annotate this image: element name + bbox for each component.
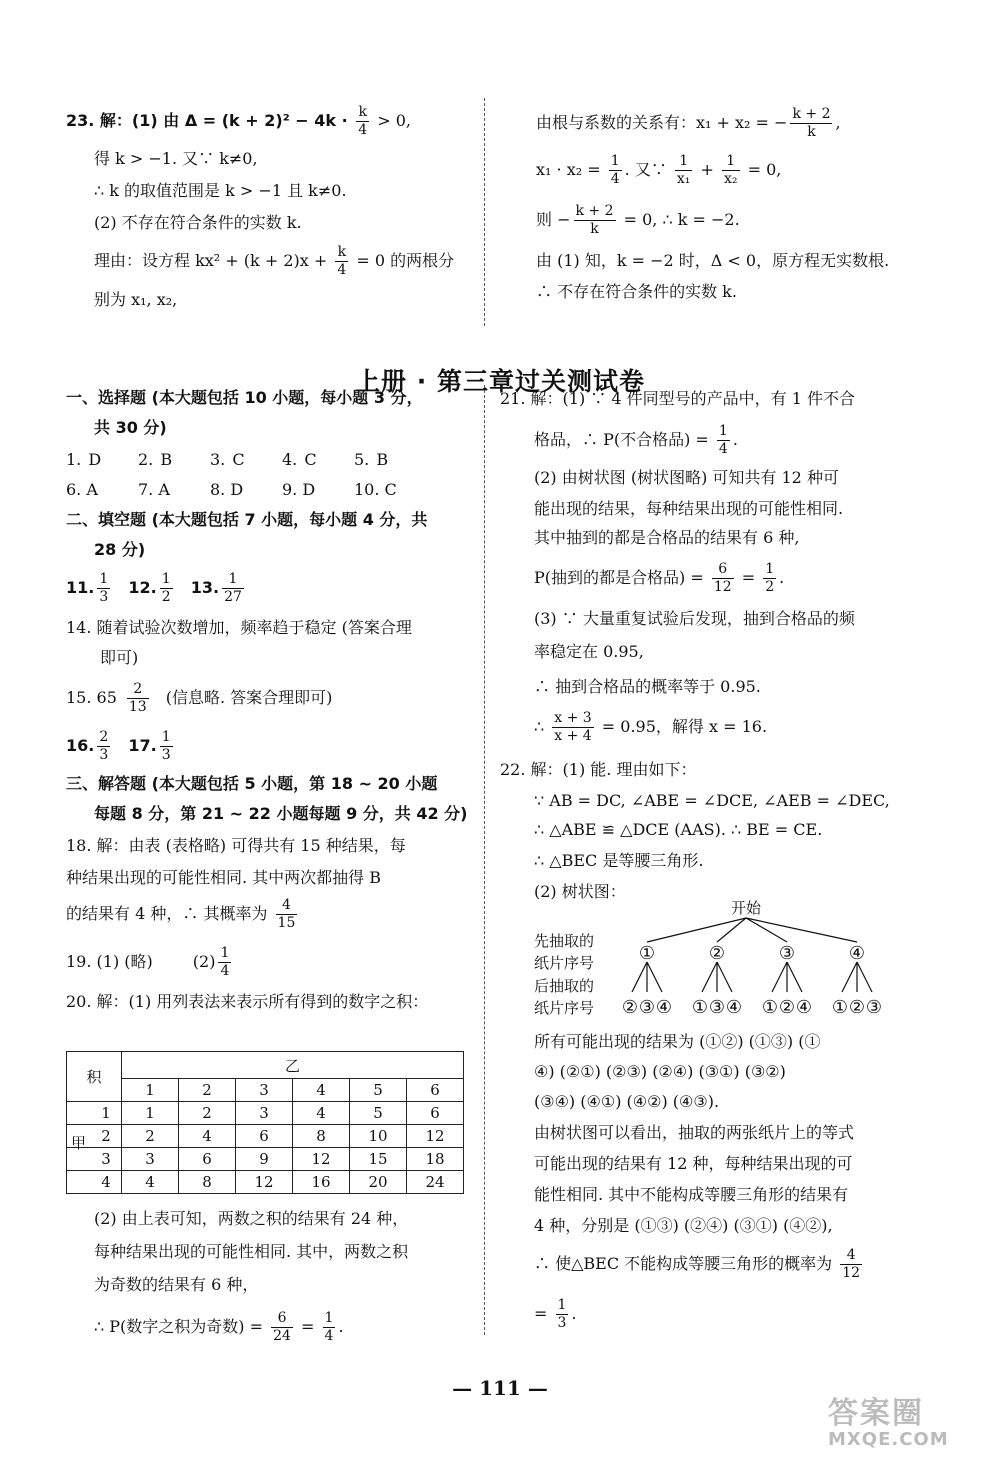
q21-line4: 能出现的结果，每种结果出现的可能性相同. [534, 499, 844, 518]
tree-label-second-b: 纸片序号 [534, 999, 595, 1017]
table-row: 4 4 8 12 16 20 24 [67, 1171, 464, 1194]
fraction: $\frac{1}{3}$ [161, 729, 171, 763]
q15: 15. 65 $\frac{2}{13}$ (信息略. 答案合理即可) [66, 681, 333, 715]
tree-leaf: ③ [708, 997, 726, 1018]
tree-leaf: ② [848, 997, 866, 1018]
table-col-head: 乙 [122, 1052, 464, 1079]
q22-line11: 能性相同. 其中不能构成等腰三角形的结果有 [534, 1185, 849, 1204]
q20-line4: 为奇数的结果有 6 种， [94, 1275, 259, 1294]
q22-line1: 22. 解：(1) 能. 理由如下： [500, 760, 697, 779]
q14-line1: 14. 随着试验次数增加，频率趋于稳定 (答案合理 [66, 618, 412, 637]
q23-line4: (2) 不存在符合条件的实数 k. [94, 213, 302, 232]
q20-line2: (2) 由上表可知，两数之积的结果有 24 种， [94, 1209, 409, 1228]
table-row: 甲 1 1 2 3 4 5 6 [67, 1102, 464, 1125]
q21-line3: (2) 由树状图 (树状图略) 可知共有 12 种可 [534, 468, 839, 487]
q22-line6: 所有可能出现的结果为 (①②) (①③) (① [534, 1032, 821, 1051]
tree-label-first-a: 先抽取的 [534, 932, 595, 950]
mc-answers-row1: 1. D 2. B 3. C 4. C 5. B [66, 450, 389, 469]
tree-diagram [534, 896, 894, 1026]
q22-line13: ∴ 使△BEC 不能构成等腰三角形的概率为 $\frac{4}{12}$ [534, 1247, 861, 1281]
q22-line2: ∵ AB = DC, ∠ABE = ∠DCE, ∠AEB = ∠DEC, [534, 791, 890, 810]
q18-line3: 的结果有 4 种，∴ 其概率为 $\frac{4}{15}$ [66, 897, 296, 931]
q21-line10: ∴ $\frac{x + 3}{x + 4}$ = 0.95，解得 x = 16. [534, 710, 768, 744]
fraction: $\frac{1}{\text{x₂}}$ [724, 153, 738, 187]
fraction: $\frac{6}{12}$ [713, 561, 732, 595]
q22-line14: = $\frac{1}{3}$ . [534, 1297, 577, 1331]
q18-line2: 种结果出现的可能性相同. 其中两次都抽得 B [66, 868, 382, 887]
q23-line3: ∴ k 的取值范围是 k > −1 且 k≠0. [94, 181, 347, 200]
q21-line5: 其中抽到的都是合格品的结果有 6 种, [534, 528, 800, 547]
q20-continued [66, 1198, 478, 1347]
table-row: 3 3 6 9 12 15 18 [67, 1148, 464, 1171]
q23-right-line5: ∴ 不存在符合条件的实数 k. [536, 282, 737, 301]
fraction: $\frac{1}{3}$ [557, 1297, 567, 1331]
q11-q13: 11. $\frac{1}{3}$ 12. $\frac{1}{2}$ 13. $\frac{1}{27}$ [66, 571, 242, 605]
q23-line1: 23. 解：(1) 由 Δ = (k + 2)² − 4k · $\frac{k}{4}$ > 0, [66, 104, 412, 138]
q23-right-line3: 则 − $\frac{k + 2}{k}$ = 0, ∴ k = −2. [536, 203, 740, 237]
q23-right-line1: 由根与系数的关系有：x₁ + x₂ = − $\frac{k + 2}{k}$ , [536, 106, 841, 140]
table-row-head: 甲 [71, 1134, 87, 1152]
fraction: $\frac{2}{3}$ [99, 729, 109, 763]
section-choice-heading-2: 共 30 分) [94, 418, 167, 437]
fraction: $\frac{4}{15}$ [277, 897, 296, 931]
fraction: $\frac{1}{2}$ [765, 561, 775, 595]
fraction: $\frac{1}{27}$ [224, 571, 242, 605]
fraction: $\frac{1}{3}$ [99, 571, 109, 605]
q22-line4: ∴ △BEC 是等腰三角形. [534, 851, 704, 870]
q23-line2: 得 k > −1. 又∵ k≠0, [94, 149, 258, 168]
watermark-logo: 答案圈 MXQE.COM [828, 1396, 949, 1450]
fraction: $\frac{4}{12}$ [842, 1247, 861, 1281]
fraction: $\frac{1}{4}$ [324, 1310, 334, 1344]
q22-line5: (2) 树状图： [534, 882, 626, 901]
product-table [66, 1051, 464, 1194]
fraction: $\frac{k}{4}$ [337, 244, 347, 278]
tree-leaf: ① [831, 997, 849, 1018]
q18-line1: 18. 解：由表 (表格略) 可得共有 15 种结果，每 [66, 836, 406, 855]
q21-line2: 格品，∴ P(不合格品) = $\frac{1}{4}$ . [534, 423, 738, 457]
tree-leaf: ③ [865, 997, 883, 1018]
q22-line7: ④) (②①) (②③) (②④) (③①) (③②) [534, 1062, 786, 1081]
page-number: — 111 — [452, 1376, 548, 1400]
section-title: 上册 · 第三章过关测试卷 [355, 367, 645, 396]
section-choice-heading: 一、选择题 (本大题包括 10 小题，每小题 3 分， [66, 388, 423, 407]
fraction: $\frac{k}{4}$ [358, 104, 368, 138]
q23-right-line4: 由 (1) 知，k = −2 时，Δ < 0，原方程无实数根. [536, 251, 890, 270]
q23-line6: 别为 x₁, x₂, [94, 290, 178, 309]
fraction: $\frac{2}{13}$ [128, 681, 147, 715]
q20-line5: ∴ P(数字之积为奇数) = $\frac{6}{24}$ = $\frac{1}{4}$ . [94, 1310, 344, 1344]
tree-leaf: ① [691, 997, 709, 1018]
q19: 19. (1) (略) (2) $\frac{1}{4}$ [66, 945, 230, 979]
fraction: $\frac{1}{\text{x₁}}$ [676, 153, 691, 187]
tree-label-first-b: 纸片序号 [534, 954, 595, 972]
q21-line6: P(抽到的都是合格品) = $\frac{6}{12}$ = $\frac{1}{2}$ . [534, 561, 785, 595]
q22-line8: (③④) (④①) (④②) (④③). [534, 1092, 720, 1111]
q23-left-block [66, 104, 476, 314]
tree-node: ③ [778, 943, 796, 964]
q22-line3: ∴ △ABE ≌ △DCE (AAS). ∴ BE = CE. [534, 820, 823, 839]
q21-line1: 21. 解：(1) ∵ 4 件同型号的产品中，有 1 件不合 [500, 389, 855, 408]
tree-label-second-a: 后抽取的 [534, 977, 595, 995]
tree-node: ① [638, 943, 656, 964]
q20-line3: 每种结果出现的可能性相同. 其中，两数之积 [94, 1242, 409, 1261]
tree-start: 开始 [731, 899, 762, 917]
fraction: $\frac{k + 2}{k}$ [575, 203, 614, 237]
fraction: $\frac{6}{24}$ [273, 1310, 291, 1344]
q21-line7: (3) ∵ 大量重复试验后发现，抽到合格品的频 [534, 609, 855, 628]
fraction: $\frac{1}{4}$ [220, 945, 230, 979]
tree-leaf: ① [761, 997, 779, 1018]
mc-answers-row2: 6. A 7. A 8. D 9. D 10. C [66, 480, 397, 499]
top-column-divider [484, 98, 485, 326]
tree-node: ② [708, 943, 726, 964]
tree-leaf: ④ [795, 997, 813, 1018]
q23-line5: 理由：设方程 kx² + (k + 2)x + $\frac{k}{4}$ = 0 的两根分 [94, 244, 455, 278]
fraction: $\frac{1}{2}$ [161, 571, 171, 605]
q22-line12: 4 种，分别是 (①③) (②④) (③①) (④②), [534, 1216, 833, 1235]
table-row: 2 2 4 6 8 10 12 [67, 1125, 464, 1148]
fraction: $\frac{x + 3}{x + 4}$ [554, 710, 592, 744]
section-fill-heading-2: 28 分) [94, 540, 146, 559]
q14-line2: 即可) [100, 648, 139, 667]
main-column-divider [484, 385, 485, 1335]
q23-right-block [536, 104, 956, 306]
fraction: $\frac{1}{4}$ [718, 423, 728, 457]
tree-node: ④ [848, 943, 866, 964]
table-header-row: 1 2 3 4 5 6 [67, 1079, 464, 1102]
tree-leaf: ② [778, 997, 796, 1018]
tree-leaf: ② [621, 997, 639, 1018]
q22-line10: 可能出现的结果有 12 种，每种结果出现的可 [534, 1154, 853, 1173]
tree-leaf: ④ [655, 997, 673, 1018]
tree-leaf: ③ [638, 997, 656, 1018]
section-solve-heading: 三、解答题 (本大题包括 5 小题，第 18 ~ 20 小题 [66, 774, 438, 793]
right-column [500, 384, 960, 906]
q22-continued [534, 1027, 964, 1334]
fraction: $\frac{1}{4}$ [610, 153, 620, 187]
q20-line1: 20. 解：(1) 用列表法来表示所有得到的数字之积： [66, 992, 429, 1011]
q23-right-line2: x₁ · x₂ = $\frac{1}{4}$ . 又∵ $\frac{1}{\text{x₁}}$ + $\frac{1}{\text{x₂}}$ = 0, [536, 153, 782, 187]
fraction: $\frac{k + 2}{k}$ [792, 106, 831, 140]
q21-line8: 率稳定在 0.95, [534, 642, 644, 661]
section-fill-heading: 二、填空题 (本大题包括 7 小题，每小题 4 分，共 [66, 510, 428, 529]
q21-line9: ∴ 抽到合格品的概率等于 0.95. [534, 677, 761, 696]
q16-q17: 16. $\frac{2}{3}$ 17. $\frac{1}{3}$ [66, 729, 171, 763]
q22-line9: 由树状图可以看出，抽取的两张纸片上的等式 [534, 1123, 855, 1142]
left-column [66, 384, 478, 1016]
table-corner: 积 [67, 1052, 122, 1102]
section-solve-heading-2: 每题 8 分，第 21 ~ 22 小题每题 9 分，共 42 分) [94, 804, 468, 823]
tree-leaf: ④ [725, 997, 743, 1018]
